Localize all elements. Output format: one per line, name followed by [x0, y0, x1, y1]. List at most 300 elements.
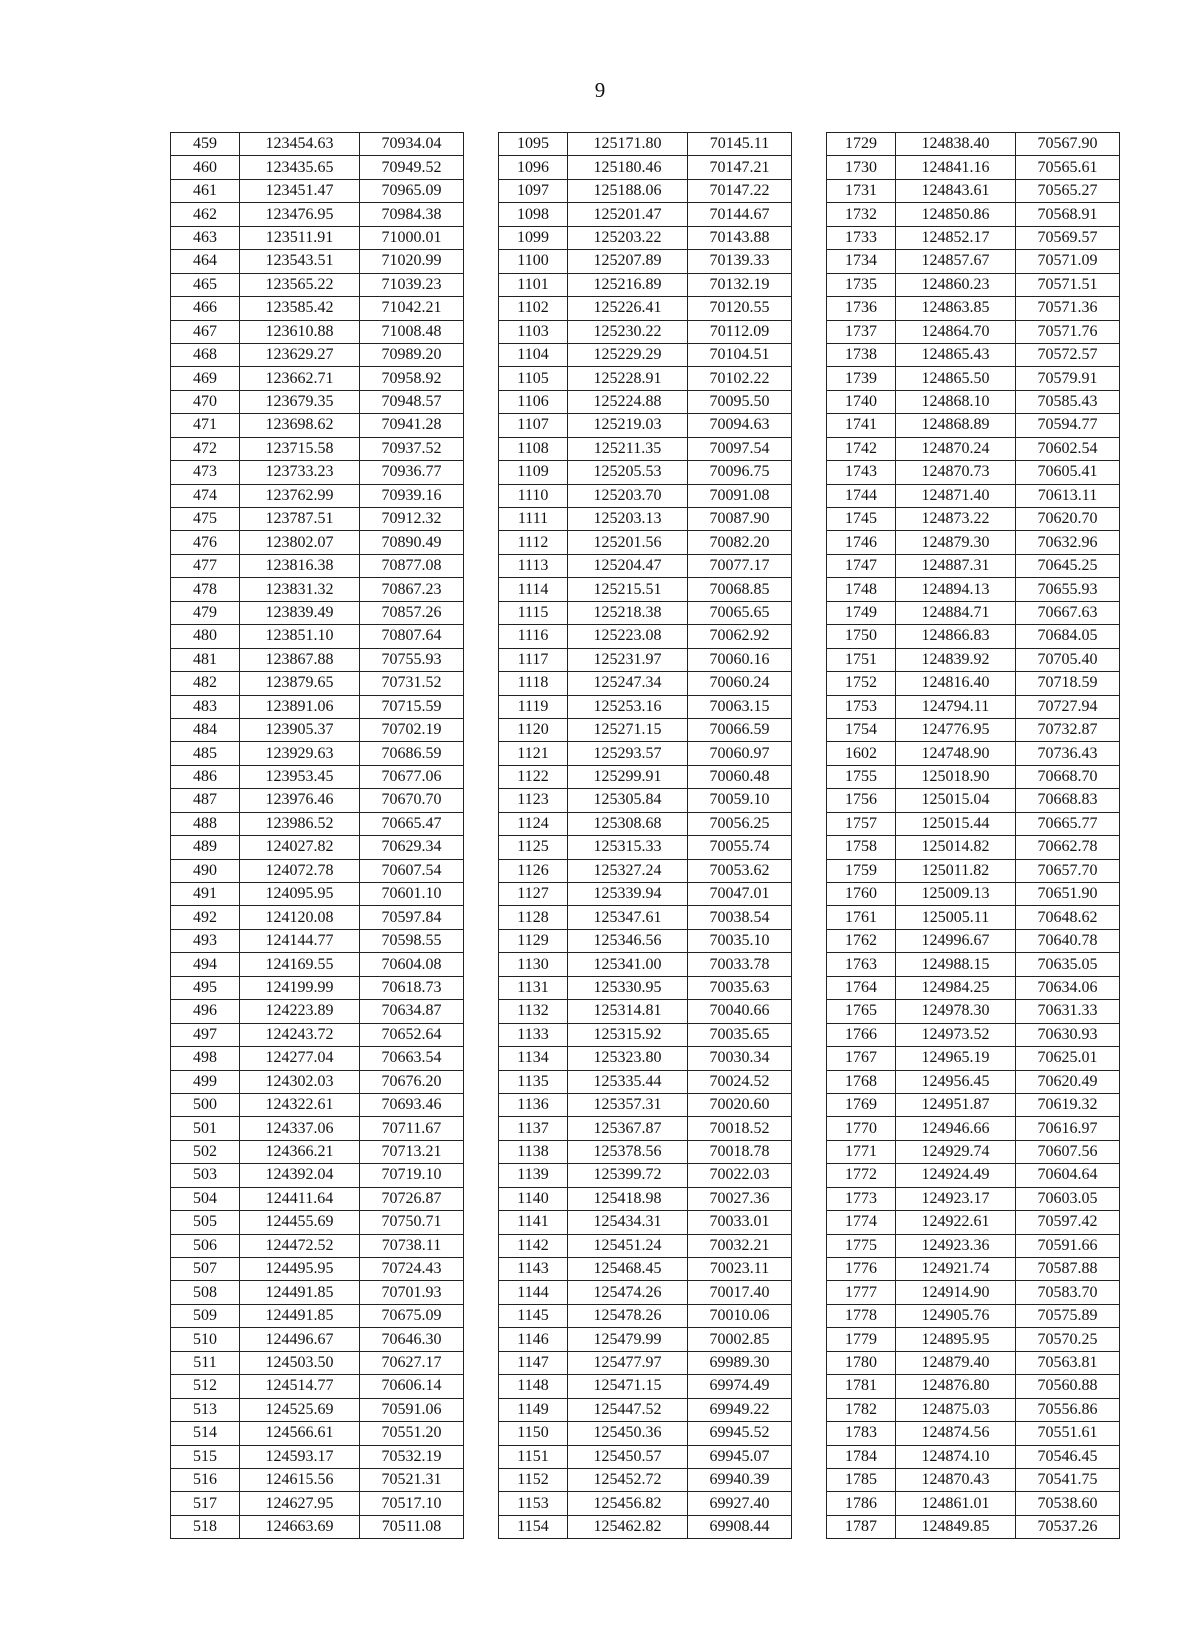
point-number-cell: 495 — [171, 976, 240, 999]
point-number-cell: 1150 — [499, 1422, 568, 1445]
point-number-cell: 1784 — [827, 1445, 896, 1468]
point-number-cell: 463 — [171, 226, 240, 249]
empty-separator-cell — [464, 1047, 499, 1070]
x-coordinate-cell: 125219.03 — [568, 414, 688, 437]
x-coordinate-cell: 123511.91 — [240, 226, 360, 249]
x-coordinate-cell: 125335.44 — [568, 1070, 688, 1093]
y-coordinate-cell: 70538.60 — [1016, 1492, 1120, 1515]
y-coordinate-cell: 70591.66 — [1016, 1234, 1120, 1257]
y-coordinate-cell: 69908.44 — [688, 1515, 792, 1538]
empty-separator-cell — [464, 1234, 499, 1257]
point-number-cell: 1602 — [827, 742, 896, 765]
y-coordinate-cell: 70936.77 — [360, 461, 464, 484]
empty-separator-cell — [464, 1468, 499, 1491]
table-row — [171, 789, 1120, 812]
empty-separator-cell — [464, 179, 499, 202]
y-coordinate-cell: 70087.90 — [688, 508, 792, 531]
empty-separator-cell — [792, 1140, 827, 1163]
point-number-cell: 1742 — [827, 437, 896, 460]
point-number-cell: 1749 — [827, 601, 896, 624]
table-row — [171, 508, 1120, 531]
empty-separator-cell — [792, 812, 827, 835]
point-number-cell: 1119 — [499, 695, 568, 718]
x-coordinate-cell: 124776.95 — [896, 718, 1016, 741]
x-coordinate-cell: 125005.11 — [896, 906, 1016, 929]
empty-separator-cell — [464, 1515, 499, 1538]
point-number-cell: 1121 — [499, 742, 568, 765]
y-coordinate-cell: 70731.52 — [360, 672, 464, 695]
empty-separator-cell — [792, 929, 827, 952]
x-coordinate-cell: 125231.97 — [568, 648, 688, 671]
point-number-cell: 1752 — [827, 672, 896, 695]
y-coordinate-cell: 70634.06 — [1016, 976, 1120, 999]
y-coordinate-cell: 70718.59 — [1016, 672, 1120, 695]
point-number-cell: 1744 — [827, 484, 896, 507]
x-coordinate-cell: 125009.13 — [896, 883, 1016, 906]
x-coordinate-cell: 124566.61 — [240, 1422, 360, 1445]
y-coordinate-cell: 70568.91 — [1016, 203, 1120, 226]
x-coordinate-cell: 124392.04 — [240, 1164, 360, 1187]
y-coordinate-cell: 70625.01 — [1016, 1047, 1120, 1070]
empty-separator-cell — [792, 1258, 827, 1281]
y-coordinate-cell: 70077.17 — [688, 554, 792, 577]
x-coordinate-cell: 124243.72 — [240, 1023, 360, 1046]
empty-separator-cell — [792, 672, 827, 695]
point-number-cell: 1111 — [499, 508, 568, 531]
empty-separator-cell — [464, 1281, 499, 1304]
x-coordinate-cell: 123867.88 — [240, 648, 360, 671]
y-coordinate-cell: 70965.09 — [360, 179, 464, 202]
x-coordinate-cell: 124863.85 — [896, 297, 1016, 320]
empty-separator-cell — [792, 1375, 827, 1398]
empty-separator-cell — [464, 1492, 499, 1515]
point-number-cell: 500 — [171, 1093, 240, 1116]
table-row — [171, 1140, 1120, 1163]
point-number-cell: 1101 — [499, 273, 568, 296]
point-number-cell: 491 — [171, 883, 240, 906]
table-row — [171, 133, 1120, 156]
y-coordinate-cell: 70984.38 — [360, 203, 464, 226]
empty-separator-cell — [792, 1515, 827, 1538]
x-coordinate-cell: 125330.95 — [568, 976, 688, 999]
empty-separator-cell — [792, 976, 827, 999]
x-coordinate-cell: 124496.67 — [240, 1328, 360, 1351]
point-number-cell: 1099 — [499, 226, 568, 249]
point-number-cell: 1745 — [827, 508, 896, 531]
y-coordinate-cell: 70702.19 — [360, 718, 464, 741]
point-number-cell: 1751 — [827, 648, 896, 671]
y-coordinate-cell: 70715.59 — [360, 695, 464, 718]
y-coordinate-cell: 70065.65 — [688, 601, 792, 624]
x-coordinate-cell: 123929.63 — [240, 742, 360, 765]
y-coordinate-cell: 70949.52 — [360, 156, 464, 179]
x-coordinate-cell: 124794.11 — [896, 695, 1016, 718]
y-coordinate-cell: 70035.63 — [688, 976, 792, 999]
x-coordinate-cell: 124996.67 — [896, 929, 1016, 952]
x-coordinate-cell: 124887.31 — [896, 554, 1016, 577]
table-row — [171, 625, 1120, 648]
y-coordinate-cell: 70651.90 — [1016, 883, 1120, 906]
table-row — [171, 414, 1120, 437]
point-number-cell: 487 — [171, 789, 240, 812]
empty-separator-cell — [464, 836, 499, 859]
empty-separator-cell — [792, 1492, 827, 1515]
y-coordinate-cell: 70571.09 — [1016, 250, 1120, 273]
y-coordinate-cell: 70597.42 — [1016, 1211, 1120, 1234]
x-coordinate-cell: 124748.90 — [896, 742, 1016, 765]
x-coordinate-cell: 124491.85 — [240, 1281, 360, 1304]
table-row — [171, 1351, 1120, 1374]
x-coordinate-cell: 124914.90 — [896, 1281, 1016, 1304]
point-number-cell: 483 — [171, 695, 240, 718]
x-coordinate-cell: 125477.97 — [568, 1351, 688, 1374]
empty-separator-cell — [792, 1211, 827, 1234]
x-coordinate-cell: 124874.56 — [896, 1422, 1016, 1445]
empty-separator-cell — [792, 1445, 827, 1468]
y-coordinate-cell: 71008.48 — [360, 320, 464, 343]
x-coordinate-cell: 124223.89 — [240, 1000, 360, 1023]
y-coordinate-cell: 70112.09 — [688, 320, 792, 343]
y-coordinate-cell: 70668.70 — [1016, 765, 1120, 788]
y-coordinate-cell: 70104.51 — [688, 343, 792, 366]
y-coordinate-cell: 69945.52 — [688, 1422, 792, 1445]
table-row — [171, 836, 1120, 859]
point-number-cell: 1734 — [827, 250, 896, 273]
y-coordinate-cell: 70719.10 — [360, 1164, 464, 1187]
point-number-cell: 468 — [171, 343, 240, 366]
x-coordinate-cell: 124615.56 — [240, 1468, 360, 1491]
table-row — [171, 953, 1120, 976]
x-coordinate-cell: 124455.69 — [240, 1211, 360, 1234]
y-coordinate-cell: 70602.54 — [1016, 437, 1120, 460]
y-coordinate-cell: 70082.20 — [688, 531, 792, 554]
y-coordinate-cell: 70755.93 — [360, 648, 464, 671]
empty-separator-cell — [464, 273, 499, 296]
y-coordinate-cell: 70857.26 — [360, 601, 464, 624]
x-coordinate-cell: 123986.52 — [240, 812, 360, 835]
empty-separator-cell — [464, 953, 499, 976]
x-coordinate-cell: 125229.29 — [568, 343, 688, 366]
x-coordinate-cell: 125447.52 — [568, 1398, 688, 1421]
point-number-cell: 1753 — [827, 695, 896, 718]
x-coordinate-cell: 124322.61 — [240, 1093, 360, 1116]
y-coordinate-cell: 70591.06 — [360, 1398, 464, 1421]
y-coordinate-cell: 70056.25 — [688, 812, 792, 835]
empty-separator-cell — [464, 578, 499, 601]
y-coordinate-cell: 70010.06 — [688, 1304, 792, 1327]
point-number-cell: 1779 — [827, 1328, 896, 1351]
point-number-cell: 480 — [171, 625, 240, 648]
y-coordinate-cell: 70620.49 — [1016, 1070, 1120, 1093]
x-coordinate-cell: 124921.74 — [896, 1258, 1016, 1281]
x-coordinate-cell: 123831.32 — [240, 578, 360, 601]
empty-separator-cell — [792, 179, 827, 202]
x-coordinate-cell: 123879.65 — [240, 672, 360, 695]
x-coordinate-cell: 125215.51 — [568, 578, 688, 601]
y-coordinate-cell: 70939.16 — [360, 484, 464, 507]
y-coordinate-cell: 70634.87 — [360, 1000, 464, 1023]
y-coordinate-cell: 70511.08 — [360, 1515, 464, 1538]
y-coordinate-cell: 70607.56 — [1016, 1140, 1120, 1163]
x-coordinate-cell: 125293.57 — [568, 742, 688, 765]
point-number-cell: 471 — [171, 414, 240, 437]
empty-separator-cell — [464, 1164, 499, 1187]
point-number-cell: 1141 — [499, 1211, 568, 1234]
x-coordinate-cell: 125305.84 — [568, 789, 688, 812]
empty-separator-cell — [792, 133, 827, 156]
x-coordinate-cell: 124850.86 — [896, 203, 1016, 226]
point-number-cell: 505 — [171, 1211, 240, 1234]
empty-separator-cell — [792, 1047, 827, 1070]
x-coordinate-cell: 123851.10 — [240, 625, 360, 648]
point-number-cell: 1777 — [827, 1281, 896, 1304]
x-coordinate-cell: 124843.61 — [896, 179, 1016, 202]
y-coordinate-cell: 70038.54 — [688, 906, 792, 929]
point-number-cell: 475 — [171, 508, 240, 531]
x-coordinate-cell: 124988.15 — [896, 953, 1016, 976]
x-coordinate-cell: 125341.00 — [568, 953, 688, 976]
empty-separator-cell — [792, 554, 827, 577]
point-number-cell: 503 — [171, 1164, 240, 1187]
x-coordinate-cell: 125418.98 — [568, 1187, 688, 1210]
empty-separator-cell — [792, 695, 827, 718]
x-coordinate-cell: 124411.64 — [240, 1187, 360, 1210]
table-row — [171, 883, 1120, 906]
empty-separator-cell — [464, 648, 499, 671]
point-number-cell: 1137 — [499, 1117, 568, 1140]
point-number-cell: 1782 — [827, 1398, 896, 1421]
x-coordinate-cell: 124865.43 — [896, 343, 1016, 366]
y-coordinate-cell: 70684.05 — [1016, 625, 1120, 648]
y-coordinate-cell: 70060.16 — [688, 648, 792, 671]
y-coordinate-cell: 70020.60 — [688, 1093, 792, 1116]
empty-separator-cell — [464, 1211, 499, 1234]
y-coordinate-cell: 70616.97 — [1016, 1117, 1120, 1140]
empty-separator-cell — [464, 508, 499, 531]
empty-separator-cell — [792, 859, 827, 882]
table-row — [171, 1492, 1120, 1515]
point-number-cell: 1116 — [499, 625, 568, 648]
point-number-cell: 515 — [171, 1445, 240, 1468]
table-row — [171, 297, 1120, 320]
point-number-cell: 1132 — [499, 1000, 568, 1023]
x-coordinate-cell: 124199.99 — [240, 976, 360, 999]
empty-separator-cell — [464, 976, 499, 999]
x-coordinate-cell: 125308.68 — [568, 812, 688, 835]
empty-separator-cell — [792, 625, 827, 648]
point-number-cell: 467 — [171, 320, 240, 343]
y-coordinate-cell: 70598.55 — [360, 929, 464, 952]
point-number-cell: 1117 — [499, 648, 568, 671]
x-coordinate-cell: 125015.04 — [896, 789, 1016, 812]
empty-separator-cell — [464, 437, 499, 460]
point-number-cell: 1153 — [499, 1492, 568, 1515]
y-coordinate-cell: 71039.23 — [360, 273, 464, 296]
table-row — [171, 1398, 1120, 1421]
y-coordinate-cell: 70629.34 — [360, 836, 464, 859]
point-number-cell: 1143 — [499, 1258, 568, 1281]
point-number-cell: 485 — [171, 742, 240, 765]
x-coordinate-cell: 124849.85 — [896, 1515, 1016, 1538]
empty-separator-cell — [792, 414, 827, 437]
x-coordinate-cell: 124905.76 — [896, 1304, 1016, 1327]
y-coordinate-cell: 70571.76 — [1016, 320, 1120, 343]
point-number-cell: 1147 — [499, 1351, 568, 1374]
x-coordinate-cell: 124864.70 — [896, 320, 1016, 343]
x-coordinate-cell: 124841.16 — [896, 156, 1016, 179]
empty-separator-cell — [464, 929, 499, 952]
empty-separator-cell — [464, 554, 499, 577]
y-coordinate-cell: 70132.19 — [688, 273, 792, 296]
y-coordinate-cell: 70693.46 — [360, 1093, 464, 1116]
point-number-cell: 460 — [171, 156, 240, 179]
empty-separator-cell — [792, 1117, 827, 1140]
x-coordinate-cell: 125346.56 — [568, 929, 688, 952]
x-coordinate-cell: 124879.40 — [896, 1351, 1016, 1374]
y-coordinate-cell: 70018.52 — [688, 1117, 792, 1140]
y-coordinate-cell: 70066.59 — [688, 718, 792, 741]
x-coordinate-cell: 124868.10 — [896, 390, 1016, 413]
table-row — [171, 1070, 1120, 1093]
point-number-cell: 1126 — [499, 859, 568, 882]
point-number-cell: 1095 — [499, 133, 568, 156]
point-number-cell: 473 — [171, 461, 240, 484]
point-number-cell: 488 — [171, 812, 240, 835]
table-row — [171, 343, 1120, 366]
point-number-cell: 1130 — [499, 953, 568, 976]
y-coordinate-cell: 70705.40 — [1016, 648, 1120, 671]
x-coordinate-cell: 124491.85 — [240, 1304, 360, 1327]
y-coordinate-cell: 70663.54 — [360, 1047, 464, 1070]
empty-separator-cell — [464, 1093, 499, 1116]
y-coordinate-cell: 70605.41 — [1016, 461, 1120, 484]
point-number-cell: 484 — [171, 718, 240, 741]
x-coordinate-cell: 124663.69 — [240, 1515, 360, 1538]
x-coordinate-cell: 125474.26 — [568, 1281, 688, 1304]
x-coordinate-cell: 125224.88 — [568, 390, 688, 413]
empty-separator-cell — [464, 1398, 499, 1421]
x-coordinate-cell: 124095.95 — [240, 883, 360, 906]
table-row — [171, 320, 1120, 343]
table-row — [171, 1328, 1120, 1351]
point-number-cell: 465 — [171, 273, 240, 296]
point-number-cell: 1114 — [499, 578, 568, 601]
y-coordinate-cell: 70877.08 — [360, 554, 464, 577]
point-number-cell: 479 — [171, 601, 240, 624]
point-number-cell: 1112 — [499, 531, 568, 554]
y-coordinate-cell: 70570.25 — [1016, 1328, 1120, 1351]
point-number-cell: 1760 — [827, 883, 896, 906]
y-coordinate-cell: 70676.20 — [360, 1070, 464, 1093]
y-coordinate-cell: 70587.88 — [1016, 1258, 1120, 1281]
point-number-cell: 1758 — [827, 836, 896, 859]
x-coordinate-cell: 124337.06 — [240, 1117, 360, 1140]
x-coordinate-cell: 124895.95 — [896, 1328, 1016, 1351]
x-coordinate-cell: 125203.22 — [568, 226, 688, 249]
point-number-cell: 1124 — [499, 812, 568, 835]
empty-separator-cell — [792, 203, 827, 226]
x-coordinate-cell: 124984.25 — [896, 976, 1016, 999]
point-number-cell: 464 — [171, 250, 240, 273]
point-number-cell: 517 — [171, 1492, 240, 1515]
table-row — [171, 578, 1120, 601]
empty-separator-cell — [464, 156, 499, 179]
point-number-cell: 1737 — [827, 320, 896, 343]
point-number-cell: 1763 — [827, 953, 896, 976]
point-number-cell: 1772 — [827, 1164, 896, 1187]
y-coordinate-cell: 70060.24 — [688, 672, 792, 695]
x-coordinate-cell: 125230.22 — [568, 320, 688, 343]
table-row — [171, 1211, 1120, 1234]
point-number-cell: 1125 — [499, 836, 568, 859]
y-coordinate-cell: 70035.10 — [688, 929, 792, 952]
x-coordinate-cell: 125452.72 — [568, 1468, 688, 1491]
point-number-cell: 1138 — [499, 1140, 568, 1163]
point-number-cell: 1115 — [499, 601, 568, 624]
empty-separator-cell — [792, 390, 827, 413]
empty-separator-cell — [464, 742, 499, 765]
empty-separator-cell — [464, 765, 499, 788]
y-coordinate-cell: 70565.27 — [1016, 179, 1120, 202]
point-number-cell: 1731 — [827, 179, 896, 202]
point-number-cell: 1118 — [499, 672, 568, 695]
empty-separator-cell — [464, 531, 499, 554]
x-coordinate-cell: 124874.10 — [896, 1445, 1016, 1468]
y-coordinate-cell: 70668.83 — [1016, 789, 1120, 812]
table-row — [171, 1445, 1120, 1468]
y-coordinate-cell: 70686.59 — [360, 742, 464, 765]
empty-separator-cell — [792, 765, 827, 788]
point-number-cell: 1732 — [827, 203, 896, 226]
point-number-cell: 1146 — [499, 1328, 568, 1351]
x-coordinate-cell: 123679.35 — [240, 390, 360, 413]
point-number-cell: 477 — [171, 554, 240, 577]
empty-separator-cell — [792, 578, 827, 601]
empty-separator-cell — [792, 836, 827, 859]
x-coordinate-cell: 124027.82 — [240, 836, 360, 859]
empty-separator-cell — [464, 1328, 499, 1351]
empty-separator-cell — [464, 133, 499, 156]
empty-separator-cell — [464, 883, 499, 906]
point-number-cell: 1730 — [827, 156, 896, 179]
point-number-cell: 1096 — [499, 156, 568, 179]
point-number-cell: 481 — [171, 648, 240, 671]
point-number-cell: 1762 — [827, 929, 896, 952]
point-number-cell: 499 — [171, 1070, 240, 1093]
empty-separator-cell — [792, 1468, 827, 1491]
y-coordinate-cell: 70645.25 — [1016, 554, 1120, 577]
x-coordinate-cell: 124865.50 — [896, 367, 1016, 390]
y-coordinate-cell: 70018.78 — [688, 1140, 792, 1163]
point-number-cell: 1778 — [827, 1304, 896, 1327]
empty-separator-cell — [792, 718, 827, 741]
x-coordinate-cell: 123585.42 — [240, 297, 360, 320]
y-coordinate-cell: 70989.20 — [360, 343, 464, 366]
y-coordinate-cell: 71020.99 — [360, 250, 464, 273]
x-coordinate-cell: 125247.34 — [568, 672, 688, 695]
point-number-cell: 501 — [171, 1117, 240, 1140]
y-coordinate-cell: 70147.21 — [688, 156, 792, 179]
y-coordinate-cell: 70670.70 — [360, 789, 464, 812]
empty-separator-cell — [464, 1375, 499, 1398]
y-coordinate-cell: 70097.54 — [688, 437, 792, 460]
table-row — [171, 179, 1120, 202]
y-coordinate-cell: 70023.11 — [688, 1258, 792, 1281]
empty-separator-cell — [792, 648, 827, 671]
x-coordinate-cell: 124525.69 — [240, 1398, 360, 1421]
x-coordinate-cell: 125399.72 — [568, 1164, 688, 1187]
x-coordinate-cell: 125203.13 — [568, 508, 688, 531]
